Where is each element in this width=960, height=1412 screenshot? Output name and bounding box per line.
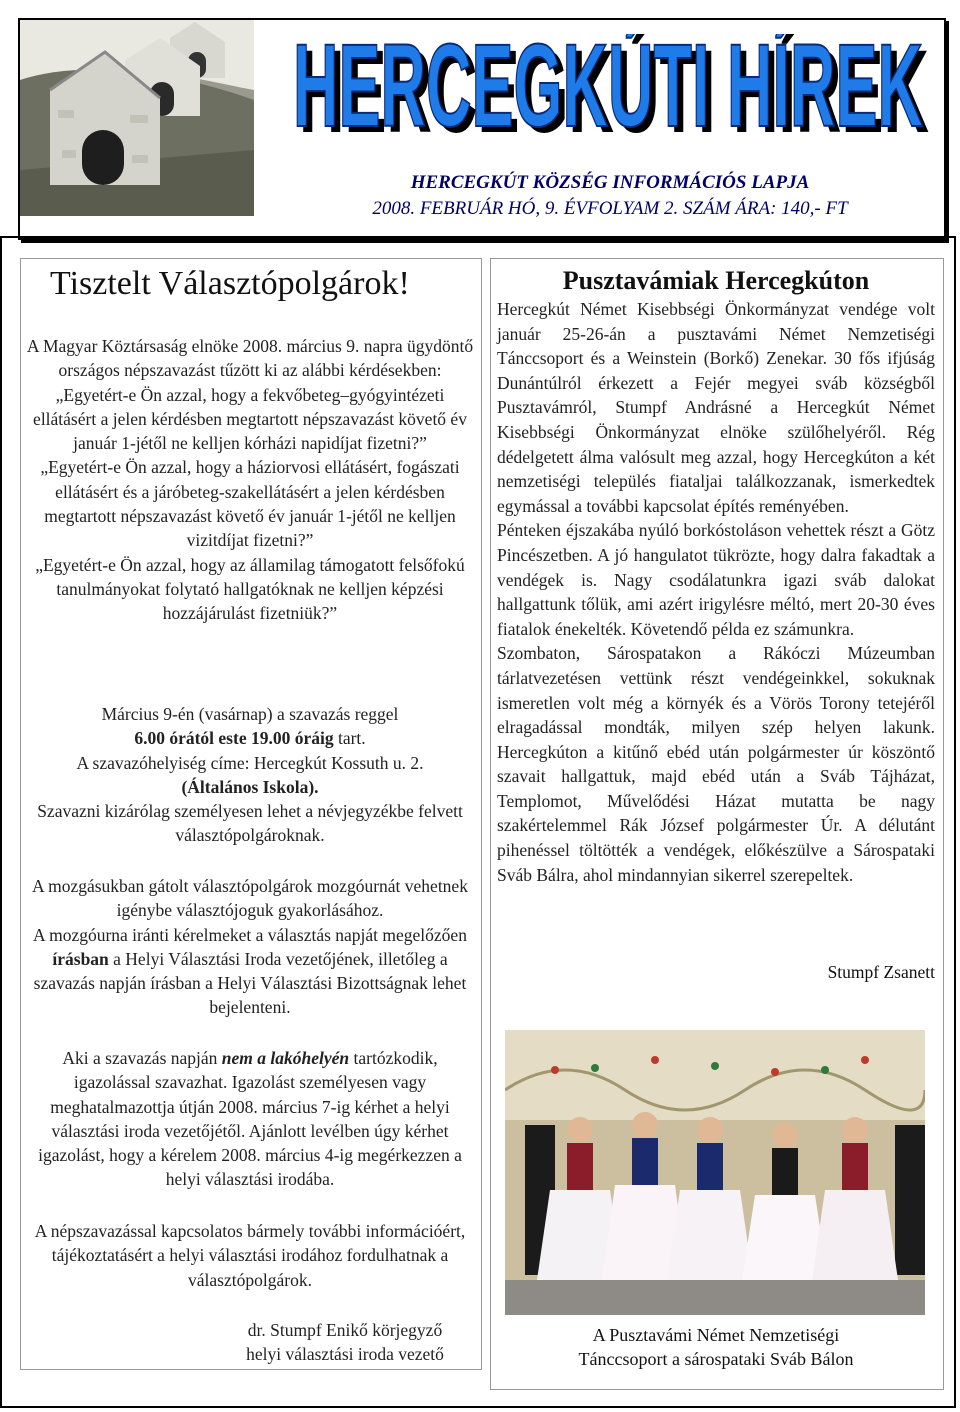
mobile-ballot-text: A mozgóurna iránti kérelmeket a választás napját megelőzően: [33, 924, 467, 945]
right-article-title: Pusztavámiak Hercegkúton: [562, 266, 870, 295]
mobile-ballot: [26, 874, 474, 1020]
address-school: (Általános Iskola).: [181, 776, 319, 797]
personal-voting: Szavazni kizárólag személyesen lehet a névjegyzékbe felvett választópolgároknak.: [37, 801, 463, 846]
intro-paragraph: [26, 334, 474, 383]
left-article-title: Tisztelt Választópolgárok!: [50, 265, 410, 302]
subtitle-line2: 2008. FEBRUÁR HÓ, 9. ÉVFOLYAM 2. SZÁM ÁRA: 140,- FT: [372, 198, 848, 219]
voting-details: [26, 702, 474, 848]
absentee-emph: nem a lakóhelyén: [221, 1048, 350, 1068]
mobile-ballot-text-cont: a Helyi Választási Iroda vezetőjének, illetőleg a szavazás napján írásban a Helyi Választási Bizottságnak lehet bejelenteni.: [33, 948, 467, 1018]
vote-time-text: Március 9-én (vasárnap) a szavazás reggel: [101, 704, 399, 724]
subtitle-line1: HERCEGKÚT KÖZSÉG INFORMÁCIÓS LAPJA: [410, 172, 810, 193]
caption-line1: A Pusztavámi Német Nemzetiségi: [592, 1325, 840, 1345]
masthead-title: [290, 34, 930, 144]
absentee-text: Aki a szavazás napján: [62, 1048, 218, 1068]
dance-group-photo: [505, 1030, 925, 1315]
signature-name: dr. Stumpf Enikő körjegyző: [247, 1320, 443, 1340]
address-text: A szavazóhelyiség címe: Hercegkút Kossuth u. 2.: [76, 752, 424, 773]
mobile-ballot-emph: írásban: [52, 948, 109, 969]
absentee-text-cont: tartózkodik, igazolással szavazhat. Igazolást személyesen vagy meghatalmazottja útján 2008. március 7-ig kérhet a helyi választási iroda vezetőjétől. Ajánlott levélben úgy kérhet igazolást, hogy a kérelem 2008. március 4-ig megérkezzen a helyi választási irodába.: [38, 1048, 462, 1190]
question-1: „Egyetért-e Ön azzal, hogy a fekvőbeteg–gyógyintézeti ellátásért a jelen kérdésben megtartott népszavazást követő év január 1-jétől ne kelljen kórházi napidíjat fizetni?”: [33, 384, 467, 454]
vote-time-end: tart.: [337, 728, 366, 749]
right-paragraph-3: Szombaton, Sárospatakon a Rákóczi Múzeumban tárlatvezetésen vettünk részt vendégeinkkel, sokuknak ismeretlen volt még a környék és a Vörös Torony tetejéről elragadással mondták, milyen szép helyen lakunk. Hercegkúton a kitűnő ebéd után polgármester úr köszöntő szavait hallgattuk, majd ebéd után a Sváb Tájházat, Templomot, Művelődési Házat mutatta be nagy szakértelemmel Rák József polgármester Úr. A délutánt pihenéssel töltötték a vendégek, előkészülve a Sárospataki Sváb Bálra, ahol mindannyian sikerrel szerepeltek.: [497, 643, 935, 885]
more-info: [26, 1219, 474, 1292]
intro-text-cont: napra ügydöntő országos népszavazást tűzött ki az alábbi kérdésekben:: [58, 336, 474, 381]
wine-cellars-photo: [20, 20, 254, 216]
signature-block: [220, 1318, 470, 1367]
right-article-body: [497, 297, 935, 887]
publication-subtitle: [290, 170, 930, 222]
mobile-ballot-2: [26, 923, 474, 1020]
vote-hours: 6.00 órától este 19.00 óráig: [134, 728, 334, 749]
intro-date: 2008. március 9.: [242, 336, 360, 356]
left-article-body: [26, 334, 474, 626]
more-info-paragraph: A népszavazással kapcsolatos bármely további információért, tájékoztatásért a helyi választási irodához fordulhatnak a választópolgárok.: [34, 1221, 466, 1290]
intro-text: A Magyar Köztársaság elnöke: [26, 336, 239, 356]
photo-caption: [497, 1323, 935, 1371]
question-3: „Egyetért-e Ön azzal, hogy az államilag támogatott felsőfokú tanulmányokat folytató hallgatóknak ne kelljen képzési hozzájárulást fizetniük?”: [35, 554, 465, 624]
vote-time: [26, 702, 474, 751]
question-2: „Egyetért-e Ön azzal, hogy a háziorvosi ellátásért, fogászati ellátásért és a járóbeteg-szakellátásért a jelen kérdésben megtartott népszavazást követő év január 1-jétől ne kelljen vizitdíjat fizetni?”: [40, 457, 460, 551]
right-paragraph-2: Pénteken éjszakába nyúló borkóstoláson vehettek részt a Götz Pincészetben. A jó hangulatot tükrözte, hogy dalra fakadtak a vendégek is. Nagy csodálatunkra igazi sváb dalokat hallgattunk tőlük, ami azért irigylésre méltó, mert 20-30 éves fiatalok énekelték. Követendő példa ez számunkra.: [497, 520, 935, 639]
svg-text:HERCEGKÚTI HÍREK: HERCEGKÚTI HÍREK: [299, 34, 929, 144]
mobile-ballot-1: A mozgásukban gátolt választópolgárok mozgóurnát vehetnek igénybe választójoguk gyakorlásához.: [32, 876, 468, 921]
polling-address: [26, 751, 474, 800]
right-paragraph-1: Hercegkút Német Kisebbségi Önkormányzat vendége volt január 25-26-án a pusztavámi Német Nemzetiségi Tánccsoport és a Weinstein (Borkő) Zenekar. 30 fős ifjúság Dunántúlról érkezett a Fejér megyei sváb községből Pusztavámról, Stumpf Andrásné a Hercegkút Német Kisebbségi Önkormányzat elnöke szülőhelyéről. Rég dédelgetett álma valósult meg azzal, hogy Hercegkúton a két nemzetiségi település fiataljai találkozzanak, ismerkedtek egymással a további kapcsolat építés reményében.: [497, 299, 935, 516]
svg-text:HERCEGKÚTI HÍREK: HERCEGKÚTI HÍREK: [293, 34, 923, 144]
signature-title: helyi választási iroda vezető: [246, 1344, 444, 1365]
absentee-voting: [26, 1046, 474, 1192]
caption-line2: Tánccsoport a sárospataki Sváb Bálon: [578, 1349, 854, 1369]
absentee-paragraph: [26, 1046, 474, 1192]
author-signature: Stumpf Zsanett: [827, 962, 935, 982]
